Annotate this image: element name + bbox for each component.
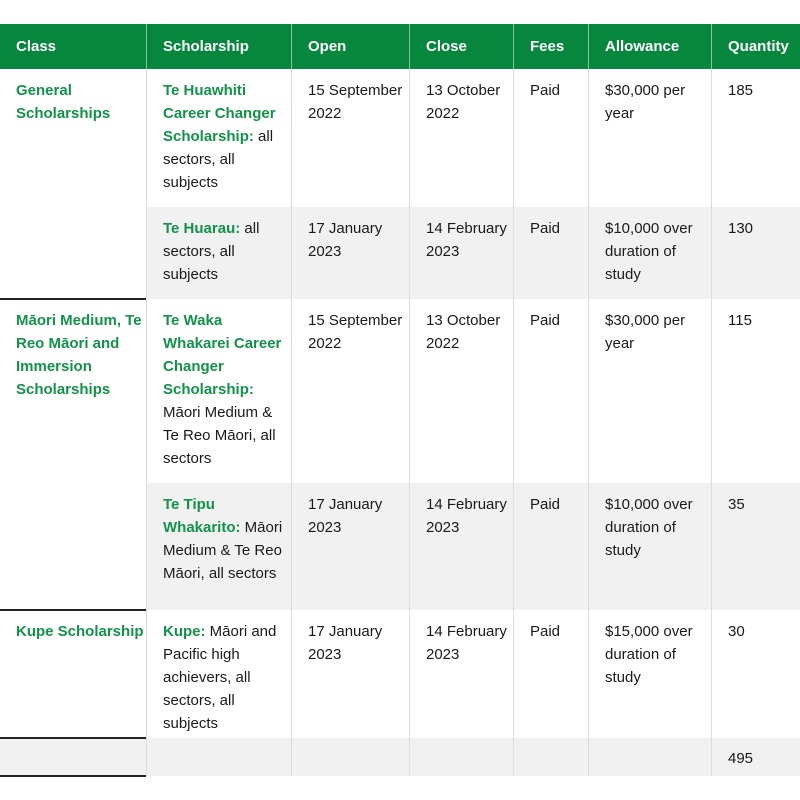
scholarship-cell <box>146 483 291 610</box>
allowance: $10,000 over duration of study <box>588 483 711 610</box>
quantity: 30 <box>711 610 800 738</box>
header-open: Open <box>291 24 409 69</box>
class-general-scholarships: General Scholarships <box>0 69 146 299</box>
divider <box>0 737 146 739</box>
header-close: Close <box>409 24 513 69</box>
scholarship-cell <box>146 610 291 738</box>
scholarship-desc: all sectors, all subjects <box>163 220 260 283</box>
class-kupe: Kupe Scholarship <box>0 610 146 738</box>
scholarship-cell <box>146 299 291 483</box>
empty-cell <box>146 738 291 776</box>
class-maori-medium: Māori Medium, Te Reo Māori and Immersion Scholarships <box>0 299 146 610</box>
fees: Paid <box>513 483 588 610</box>
allowance: $15,000 over duration of study <box>588 610 711 738</box>
open-date: 17 January 2023 <box>291 610 409 738</box>
allowance: $30,000 per year <box>588 299 711 483</box>
close-date: 13 October 2022 <box>409 69 513 207</box>
divider <box>0 775 146 777</box>
close-date: 14 February 2023 <box>409 207 513 299</box>
header-quantity: Quantity <box>711 24 800 69</box>
scholarship-name: Kupe: <box>163 623 206 640</box>
fees: Paid <box>513 610 588 738</box>
fees: Paid <box>513 299 588 483</box>
open-date: 17 January 2023 <box>291 207 409 299</box>
class-total-empty <box>0 738 146 776</box>
open-date: 17 January 2023 <box>291 483 409 610</box>
quantity: 130 <box>711 207 800 299</box>
scholarship-name: Te Tipu Whakarito: <box>163 496 241 536</box>
allowance: $30,000 per year <box>588 69 711 207</box>
empty-cell <box>513 738 588 776</box>
fees: Paid <box>513 207 588 299</box>
empty-cell <box>291 738 409 776</box>
scholarship-desc: all sectors, all subjects <box>163 128 274 191</box>
scholarship-name: Te Waka Whakarei Career Changer Scholarship: <box>163 312 282 398</box>
empty-cell <box>588 738 711 776</box>
quantity: 115 <box>711 299 800 483</box>
divider <box>0 609 146 611</box>
scholarship-cell <box>146 207 291 299</box>
scholarship-name: Te Huawhiti Career Changer Scholarship: <box>163 82 276 145</box>
close-date: 13 October 2022 <box>409 299 513 483</box>
open-date: 15 September 2022 <box>291 299 409 483</box>
close-date: 14 February 2023 <box>409 610 513 738</box>
header-scholarship: Scholarship <box>146 24 291 69</box>
empty-cell <box>409 738 513 776</box>
quantity: 185 <box>711 69 800 207</box>
quantity: 35 <box>711 483 800 610</box>
scholarship-desc: Māori Medium & Te Reo Māori, all sectors <box>163 519 283 582</box>
scholarship-name: Te Huarau: <box>163 220 241 237</box>
header-allowance: Allowance <box>588 24 711 69</box>
scholarship-cell <box>146 69 291 207</box>
allowance: $10,000 over duration of study <box>588 207 711 299</box>
open-date: 15 September 2022 <box>291 69 409 207</box>
fees: Paid <box>513 69 588 207</box>
header-class: Class <box>16 38 57 55</box>
scholarship-desc: Māori and Pacific high achievers, all sectors, all subjects <box>163 623 277 732</box>
close-date: 14 February 2023 <box>409 483 513 610</box>
header-fees: Fees <box>513 24 588 69</box>
divider <box>0 298 146 300</box>
table-header <box>0 24 800 69</box>
total-quantity: 495 <box>711 738 800 776</box>
scholarship-desc: Māori Medium & Te Reo Māori, all sectors <box>163 404 276 467</box>
